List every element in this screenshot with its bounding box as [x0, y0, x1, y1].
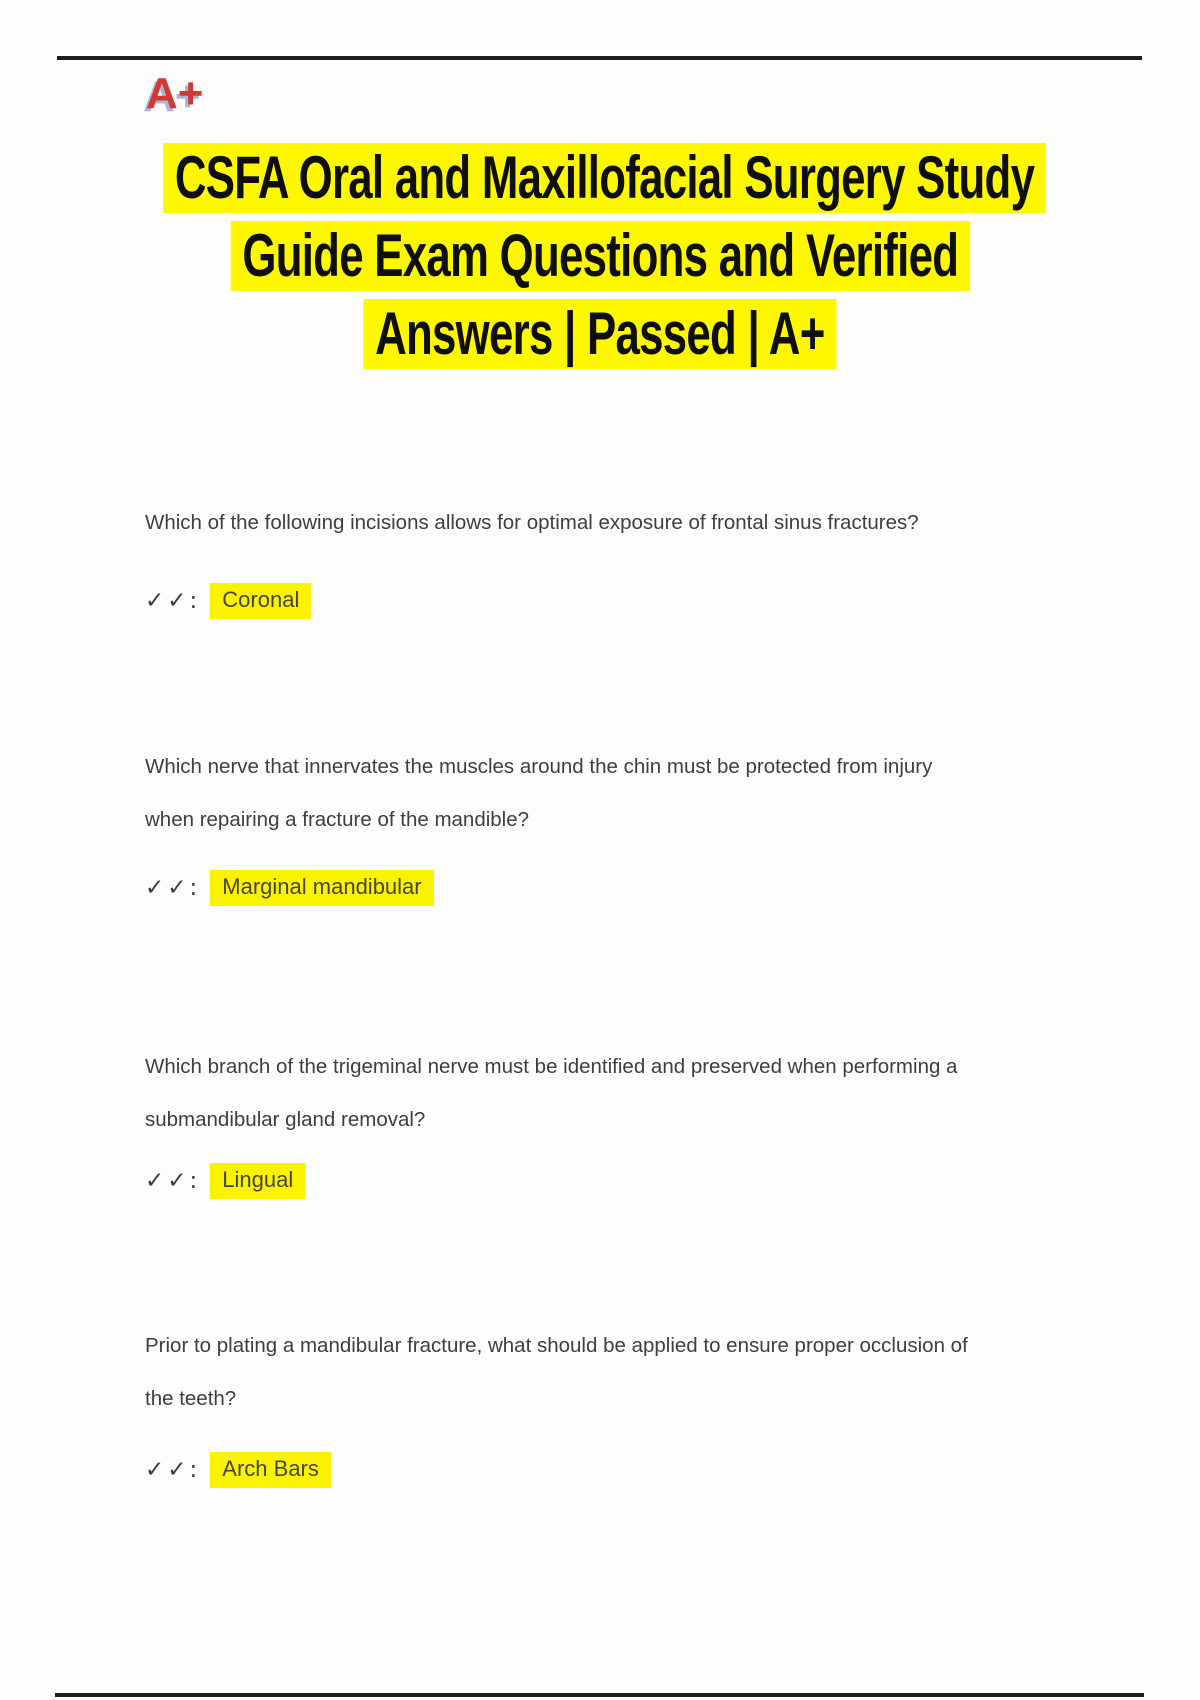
question-1 — [145, 496, 919, 549]
title-highlight-2: Guide Exam Questions and Verified — [230, 221, 969, 291]
bottom-divider — [55, 1693, 1144, 1697]
title-highlight-3: Answers | Passed | A+ — [364, 299, 837, 369]
question-line: Prior to plating a mandibular fracture, what should be applied to ensure proper occlusion of — [145, 1334, 968, 1357]
question-line: Which of the following incisions allows for optimal exposure of frontal sinus fractures? — [145, 511, 919, 534]
verified-checkmarks-icon: ✓✓: — [145, 1457, 201, 1483]
question-line: submandibular gland removal? — [145, 1108, 426, 1131]
top-divider — [57, 56, 1142, 60]
title-line-2 — [0, 221, 1200, 291]
answer-highlight: Arch Bars — [210, 1452, 331, 1488]
verified-checkmarks-icon: ✓✓: — [145, 588, 201, 614]
answer-row-2 — [145, 868, 434, 908]
question-line: the teeth? — [145, 1387, 237, 1410]
document-title — [0, 143, 1200, 377]
verified-checkmarks-icon: ✓✓: — [145, 875, 201, 901]
answer-highlight: Marginal mandibular — [210, 870, 433, 906]
answer-row-3 — [145, 1161, 305, 1201]
title-line-3 — [0, 299, 1200, 369]
brand-logo: A+ — [146, 69, 204, 118]
title-line-1 — [0, 143, 1200, 213]
question-2 — [145, 740, 932, 846]
answer-highlight: Lingual — [210, 1163, 305, 1199]
answer-row-4 — [145, 1450, 331, 1490]
title-highlight-1: CSFA Oral and Maxillofacial Surgery Study — [163, 143, 1046, 213]
question-4 — [145, 1319, 968, 1425]
answer-highlight: Coronal — [210, 583, 311, 619]
question-line: Which nerve that innervates the muscles around the chin must be protected from injury — [145, 755, 933, 778]
question-3 — [145, 1040, 957, 1146]
verified-checkmarks-icon: ✓✓: — [145, 1168, 201, 1194]
question-line: when repairing a fracture of the mandible? — [145, 808, 530, 831]
answer-row-1 — [145, 581, 311, 621]
question-line: Which branch of the trigeminal nerve must be identified and preserved when performing a — [145, 1055, 958, 1078]
